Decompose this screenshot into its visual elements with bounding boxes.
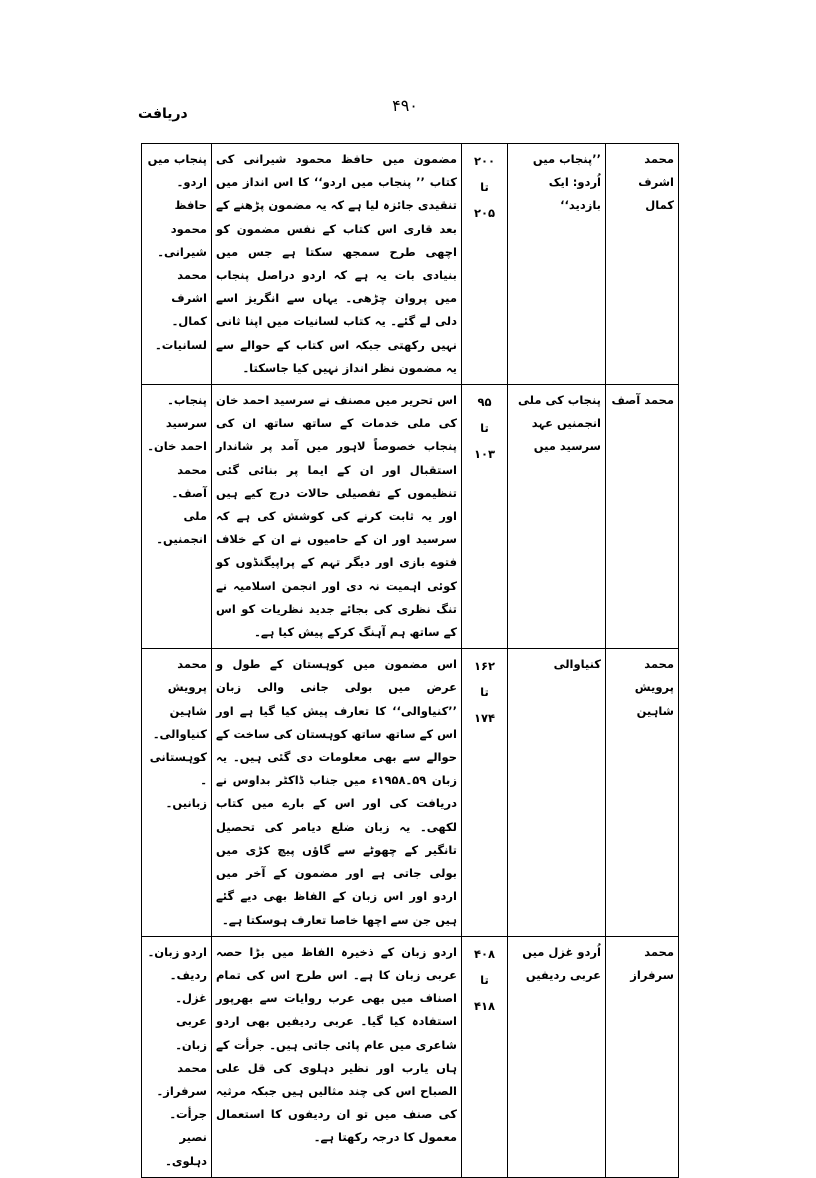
article-title-cell: کنیاوالی xyxy=(508,649,606,936)
keyword: اردو زبان۔ xyxy=(147,944,207,959)
keyword: اشرف کمال۔ xyxy=(171,291,207,329)
author-cell: محمد اشرف کمال xyxy=(606,144,679,385)
keyword: شاہین xyxy=(169,703,207,718)
keywords-cell xyxy=(142,936,212,1177)
keyword: جرأت۔ xyxy=(169,1107,207,1122)
keyword: شیرانی۔محمد xyxy=(157,244,207,283)
keyword: کنیاوالی۔ xyxy=(152,726,207,741)
page-start: ۴۰۸ xyxy=(473,946,496,961)
keyword: زبانیں۔ xyxy=(165,796,207,811)
author-cell: محمد سرفراز xyxy=(606,936,679,1177)
keyword: محمد پرویش xyxy=(167,657,207,695)
keyword: نصیر دہلوی۔ xyxy=(165,1130,207,1168)
keyword: اردو۔حافظ محمود xyxy=(170,175,207,236)
summary-cell: مضمون میں حافظ محمود شیرانی کی کتاب ’’ پنجاب میں اردو‘‘ کا اس انداز میں تنقیدی جائزہ لیا ہے کہ یہ مضمون پڑھنے کے بعد قاری اس کتاب کے نفس مضمون کو اچھی طرح سمجھ سکتا ہے جس میں بنیادی بات یہ ہے کہ اردو دراصل پنجاب میں پروان چڑھی۔ یہاں سے انگریز اسے دلی لے گئے۔ یہ کتاب لسانیات میں اپنا ثانی نہیں رکھتی جبکہ اس کتاب کے حوالے سے یہ مضمون نظر انداز نہیں کیا جاسکتا۔ xyxy=(212,144,462,385)
table-row xyxy=(142,144,679,385)
index-table xyxy=(141,143,679,1178)
keywords-cell xyxy=(142,385,212,649)
keyword: پنجاب میں xyxy=(147,152,207,166)
table-row xyxy=(142,385,679,649)
page-to: تا xyxy=(480,685,489,700)
page-end: ۴۱۸ xyxy=(473,998,496,1013)
page-end: ۲۰۵ xyxy=(473,206,496,220)
summary-cell: اس مضمون میں کوہستان کے طول و عرض میں بولی جانی والی زبان ’’کنیاوالی‘‘ کا تعارف پیش کیا گیا ہے اور اس کے ساتھ ساتھ کوہستان کی ساخت کے حوالے سے بھی معلومات دی گئی ہیں۔ یہ زبان ۵۹۔۱۹۵۸ء میں جناب ڈاکٹر بداوس نے دریافت کی اور اس کے بارے میں کتاب لکھی۔ یہ زبان ضلع دیامر کی تحصیل تانگیر کے چھوٹے سے گاؤں پیچ کڑی میں بولی جاتی ہے اور مضمون کے آخر میں اردو اور اس زبان کے الفاظ بھی دیے گئے ہیں جن سے اچھا خاصا تعارف ہوسکتا ہے۔ xyxy=(212,649,462,936)
article-title-cell: ’’پنجاب میں اُردو: ایک بازدید‘‘ xyxy=(508,144,606,385)
page-to: تا xyxy=(480,421,489,436)
page-to: تا xyxy=(480,972,489,987)
page-to: تا xyxy=(480,180,489,194)
author-cell: محمد پرویش شاہین xyxy=(606,649,679,936)
keywords-cell xyxy=(142,649,212,936)
keyword: ردیف۔غزل۔ xyxy=(169,967,207,1006)
pages-cell xyxy=(462,936,508,1177)
keyword: پنجاب۔ xyxy=(167,393,207,408)
pages-cell xyxy=(462,144,508,385)
page-number: ۴۹۰ xyxy=(392,96,418,115)
page-end: ۱۷۴ xyxy=(473,711,496,726)
keywords-cell xyxy=(142,144,212,385)
summary-cell: اس تحریر میں مصنف نے سرسید احمد خان کی ملی خدمات کے ساتھ ساتھ ان کی پنجاب خصوصاً لاہور میں آمد پر شاندار استقبال اور ان کے ایما پر بنائی گئی تنظیموں کے تفصیلی حالات درج کیے ہیں اور یہ ثابت کرنے کی کوشش کی ہے کہ سرسید اور ان کے حامیوں نے ان کے خلاف فتوے بازی اور دیگر تہم کے پراپیگنڈوں کو کوئی اہمیت نہ دی اور انجمن اسلامیہ نے تنگ نظری کی بجائے جدید نظریات کو اس کے ساتھ ہم آہنگ کرکے پیش کیا ہے۔ xyxy=(212,385,462,649)
table-row xyxy=(142,936,679,1177)
article-title-cell: پنجاب کی ملی انجمنیں عہد سرسید میں xyxy=(508,385,606,649)
pages-cell xyxy=(462,649,508,936)
pages-cell xyxy=(462,385,508,649)
keyword: عربی زبان۔ xyxy=(175,1014,207,1052)
keyword: محمد سرفراز۔ xyxy=(156,1060,207,1098)
keyword: ملی انجمنیں۔ xyxy=(156,509,207,547)
keyword: سرسید احمد خان۔ xyxy=(147,416,207,454)
journal-title: دریافت xyxy=(138,106,188,122)
page-start: ۲۰۰ xyxy=(473,154,496,168)
keyword: کوہستانی۔ xyxy=(149,750,207,788)
page-end: ۱۰۳ xyxy=(473,447,496,462)
table-row xyxy=(142,649,679,936)
author-cell: محمد آصف xyxy=(606,385,679,649)
summary-cell: اردو زبان کے ذخیرہ الفاظ میں بڑا حصہ عربی زبان کا ہے۔ اس طرح اس کی تمام اصناف میں بھی عرب روایات سے بھرپور استفادہ کیا گیا۔ عربی ردیفیں بھی اردو شاعری میں عام پائی جاتی ہیں۔ جرأت کے ہاں یارب اور نظیر دہلوی کی قل علی الصباح اس کی چند مثالیں ہیں جبکہ مرثیہ کی صنف میں تو ان ردیفوں کا استعمال معمول کا درجہ رکھتا ہے۔ xyxy=(212,936,462,1177)
page-start: ۱۶۲ xyxy=(473,659,496,674)
keyword: محمد آصف۔ xyxy=(171,462,207,500)
page-start: ۹۵ xyxy=(477,395,492,410)
keyword: لسانیات۔ xyxy=(155,337,207,352)
article-title-cell: اُردو غزل میں عربی ردیفیں xyxy=(508,936,606,1177)
